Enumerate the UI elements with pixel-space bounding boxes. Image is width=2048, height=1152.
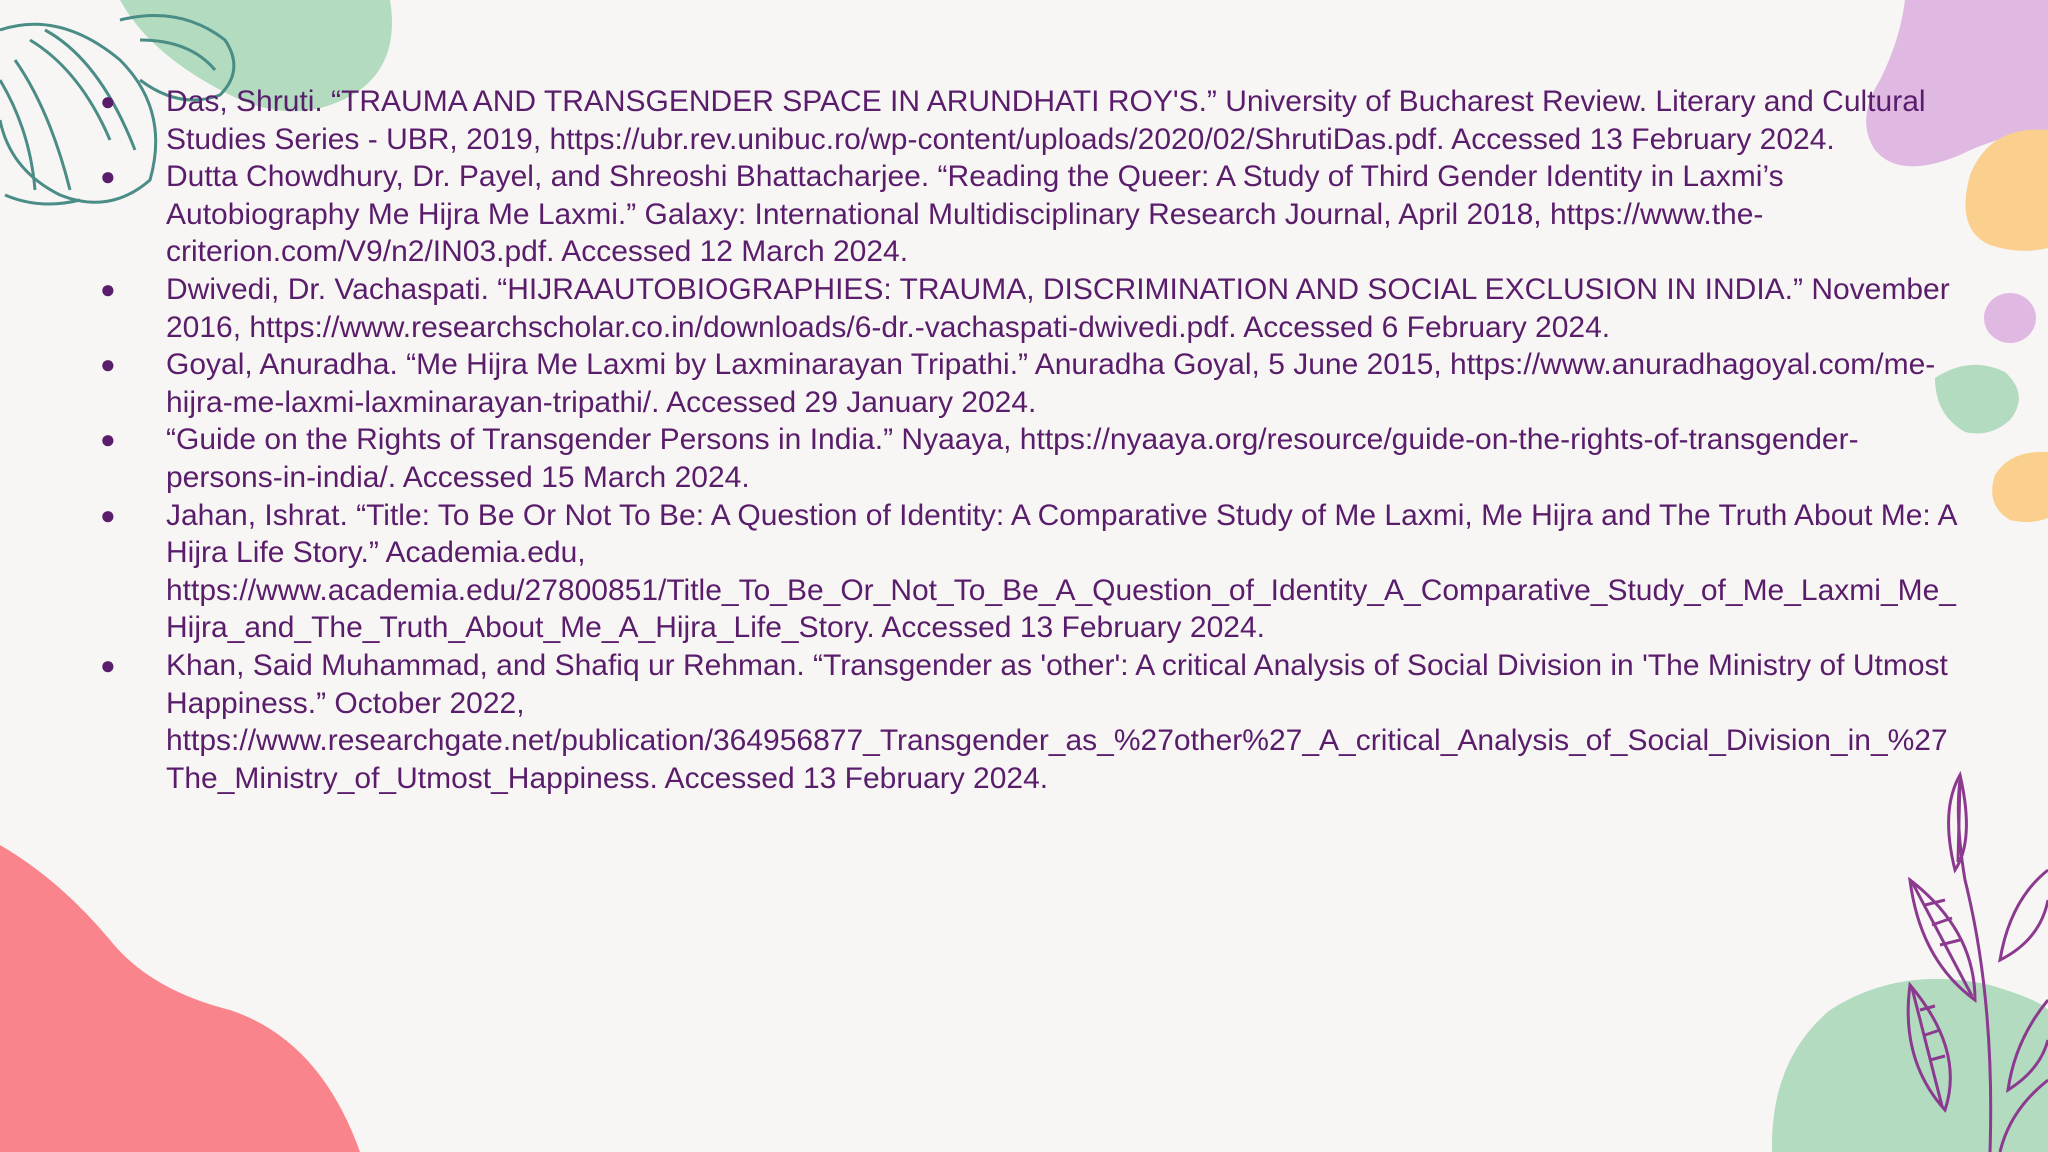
reference-item — [100, 421, 1960, 496]
reference-text: Khan, Said Muhammad, and Shafiq ur Rehman. “Transgender as 'other': A critical Analysis of Social Division in 'The Ministry of Utmost Happiness.” October 2022, https://www.researchgate.net/publication/364956877_Transgender_as_%27other%27_A_critical_Analysis_of_Social_Division_in_%27The_Ministry_of_Utmost_Happiness. Accessed 13 February 2024. — [166, 648, 1948, 795]
reference-item — [100, 158, 1960, 271]
reference-item — [100, 83, 1960, 158]
bullet-icon: ● — [100, 649, 116, 680]
reference-text: Goyal, Anuradha. “Me Hijra Me Laxmi by Laxminarayan Tripathi.” Anuradha Goyal, 5 June 2015, https://www.anuradhagoyal.com/me-hijra-me-laxmi-laxminarayan-tripathi/. Accessed 29 January 2024. — [166, 348, 1936, 419]
reference-text: Jahan, Ishrat. “Title: To Be Or Not To Be: A Question of Identity: A Comparative Study of Me Laxmi, Me Hijra and The Truth About Me: A Hijra Life Story.” Academia.edu, https://www.academia.edu/27800851/Title_To_Be_Or_Not_To_Be_A_Question_of_Identity_A_Comparative_Study_of_Me_Laxmi_Me_Hijra_and_The_Truth_About_Me_A_Hijra_Life_Story. Accessed 13 February 2024. — [166, 498, 1956, 645]
green-blob-bottom-right — [1772, 979, 2048, 1152]
reference-item — [100, 647, 1960, 797]
bullet-icon: ● — [100, 161, 116, 192]
bullet-icon: ● — [100, 273, 116, 304]
reference-text: Das, Shruti. “TRAUMA AND TRANSGENDER SPACE IN ARUNDHATI ROY'S.” University of Bucharest Review. Literary and Cultural Studies Series - UBR, 2019, https://ubr.rev.unibuc.ro/wp-content/uploads/2020/02/ShrutiDas.pdf. Accessed 13 February 2024. — [166, 85, 1926, 156]
bullet-icon: ● — [100, 499, 116, 530]
reference-text: Dwivedi, Dr. Vachaspati. “HIJRAAUTOBIOGRAPHIES: TRAUMA, DISCRIMINATION AND SOCIAL EXCLUSION IN INDIA.” November 2016, https://www.researchscholar.co.in/downloads/6-dr.-vachaspati-dwivedi.pdf. Accessed 6 February 2024. — [166, 272, 1950, 344]
reference-item — [100, 497, 1960, 647]
bullet-icon: ● — [100, 86, 116, 116]
reference-item — [100, 346, 1960, 421]
reference-text: Dutta Chowdhury, Dr. Payel, and Shreoshi Bhattacharjee. “Reading the Queer: A Study of Third Gender Identity in Laxmi’s Autobiography Me Hijra Me Laxmi.” Galaxy: International Multidisciplinary Research Journal, April 2018, https://www.the-criterion.com/V9/n2/IN03.pdf. Accessed 12 March 2024. — [166, 160, 1784, 269]
coral-blob-bottom-left — [0, 845, 360, 1152]
reference-text: “Guide on the Rights of Transgender Persons in India.” Nyaaya, https://nyaaya.org/resource/guide-on-the-rights-of-transgender-persons-in-india/. Accessed 15 March 2024. — [166, 423, 1859, 494]
lilac-dot-right — [1984, 293, 2036, 343]
bullet-icon: ● — [100, 424, 116, 455]
references-list — [100, 83, 1960, 797]
bullet-icon: ● — [100, 349, 116, 380]
peach-blob-upper-right — [1966, 130, 2048, 251]
peach-blob-lower-right — [1992, 452, 2048, 522]
reference-item — [100, 271, 1960, 346]
